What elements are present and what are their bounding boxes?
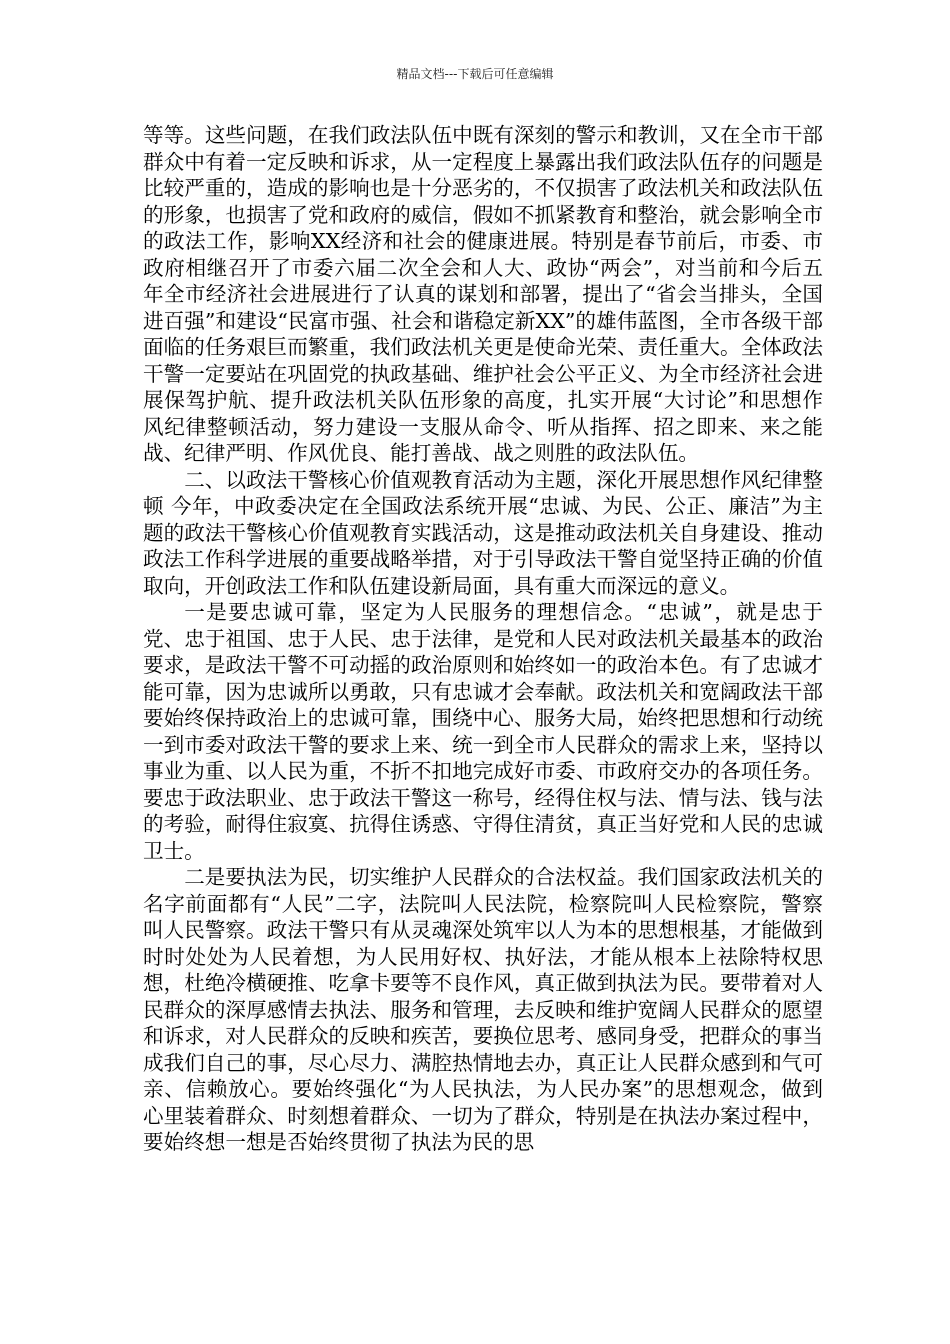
- paragraph-section-two: 二、以政法干警核心价值观教育活动为主题，深化开展思想作风纪律整顿 今年，中政委决定在全国政法系统开展“忠诚、为民、公正、廉洁”为主题的政法干警核心价值观教育实践活动，这是推动政法机关自身建设、推动政法工作科学进展的重要战略举措，对于引导政法干警自觉坚持正确的价值取向，开创政法工作和队伍建设新局面，具有重大而深远的意义。: [143, 467, 823, 598]
- paragraph-loyalty: 一是要忠诚可靠，坚定为人民服务的理想信念。“忠诚”，就是忠于党、忠于祖国、忠于人民、忠于法律，是党和人民对政法机关最基本的政治要求，是政法干警不可动摇的政治原则和始终如一的政治本色。有了忠诚才能可靠，因为忠诚所以勇敢，只有忠诚才会奉献。政法机关和宽阔政法干部要始终保持政治上的忠诚可靠，围绕中心、服务大局，始终把思想和行动统一到市委对政法干警的要求上来、统一到全市人民群众的需求上来，坚持以事业为重、以人民为重，不折不扣地完成好市委、市政府交办的各项任务。要忠于政法职业、忠于政法干警这一称号，经得住权与法、情与法、钱与法的考验，耐得住寂寞、抗得住诱惑、守得住清贫，真正当好党和人民的忠诚卫士。: [143, 600, 823, 863]
- page-header: 精品文档---下载后可任意编辑: [396, 67, 554, 81]
- paragraph-continued: 等等。这些问题，在我们政法队伍中既有深刻的警示和教训，又在全市干部群众中有着一定反映和诉求，从一定程度上暴露出我们政法队伍存的问题是比较严重的，造成的影响也是十分恶劣的，不仅损害了政法机关和政法队伍的形象，也损害了党和政府的威信，假如不抓紧教育和整治，就会影响全市的政法工作，影响XX经济和社会的健康进展。特别是春节前后，市委、市政府相继召开了市委六届二次全会和人大、政协“两会”，对当前和今后五年全市经济社会进展进行了认真的谋划和部署，提出了“省会当排头，全国进百强”和建设“民富市强、社会和谐稳定新XX”的雄伟蓝图，全市各级干部面临的任务艰巨而繁重，我们政法机关更是使命光荣、责任重大。全体政法干警一定要站在巩固党的执政基础、维护社会公平正义、为全市经济社会进展保驾护航、提升政法机关队伍形象的高度，扎实开展“大讨论”和思想作风纪律整顿活动，努力建设一支服从命令、听从指挥、招之即来、来之能战、纪律严明、作风优良、能打善战、战之则胜的政法队伍。: [143, 123, 823, 465]
- document-body: [143, 122, 823, 1156]
- paragraph-serve-people: 二是要执法为民，切实维护人民群众的合法权益。我们国家政法机关的名字前面都有“人民”二字，法院叫人民法院，检察院叫人民检察院，警察叫人民警察。政法干警只有从灵魂深处筑牢以人为本的思想根基，才能做到时时处处为人民着想，为人民用好权、执好法，才能从根本上祛除特权思想，杜绝冷横硬推、吃拿卡要等不良作风，真正做到执法为民。要带着对人民群众的深厚感情去执法、服务和管理，去反映和维护宽阔人民群众的愿望和诉求，对人民群众的反映和疾苦，要换位思考、感同身受，把群众的事当成我们自己的事，尽心尽力、满腔热情地去办，真正让人民群众感到和气可亲、信赖放心。要始终强化“为人民执法，为人民办案”的思想观念，做到心里装着群众、时刻想着群众、一切为了群众，特别是在执法办案过程中，要始终想一想是否始终贯彻了执法为民的思: [143, 865, 823, 1154]
